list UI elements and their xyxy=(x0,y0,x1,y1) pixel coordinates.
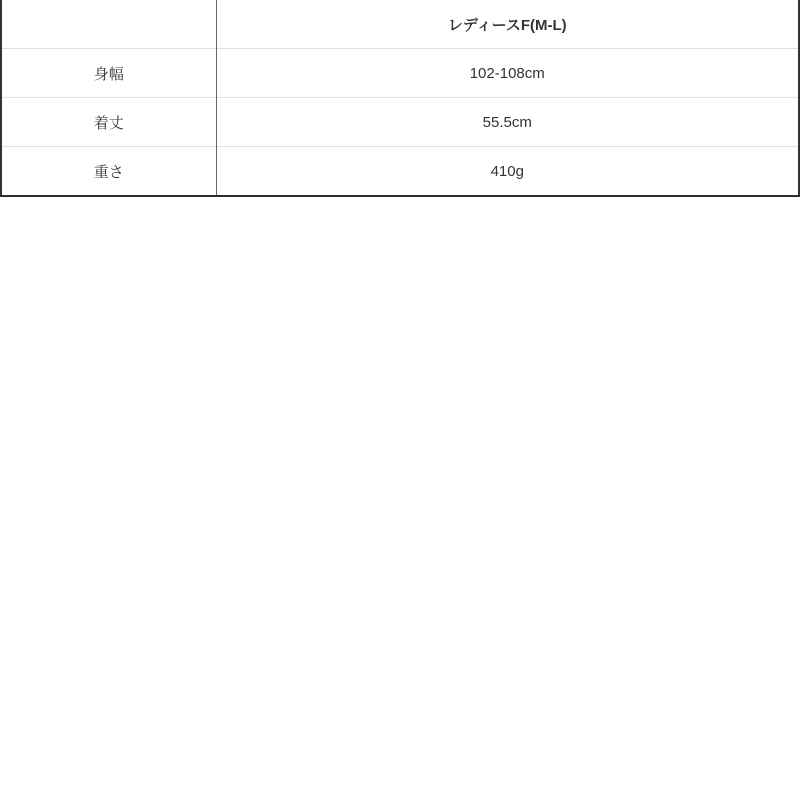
spec-value-weight: 410g xyxy=(216,147,799,197)
table-row xyxy=(1,49,799,98)
size-spec-table xyxy=(0,0,800,197)
spec-value-length: 55.5cm xyxy=(216,98,799,147)
spec-label-length: 着丈 xyxy=(1,98,216,147)
size-column-header-cell: レディースF(M-L) xyxy=(216,0,799,49)
spec-label-body-width: 身幅 xyxy=(1,49,216,98)
spec-value-body-width: 102-108cm xyxy=(216,49,799,98)
table-header-row xyxy=(1,0,799,49)
table-row xyxy=(1,98,799,147)
spec-label-weight: 重さ xyxy=(1,147,216,197)
table-row xyxy=(1,147,799,197)
spec-name-header-cell xyxy=(1,0,216,49)
